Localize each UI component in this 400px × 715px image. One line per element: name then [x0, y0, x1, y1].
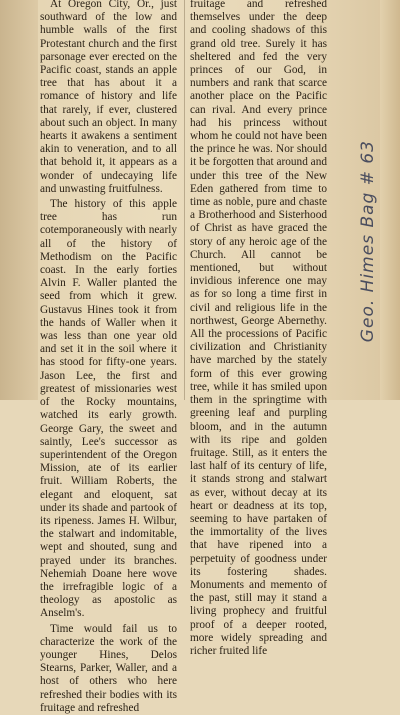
paragraph: fruitage and refreshed themselves under the deep and cooling shadows of this grand old tree. Surely it has sheltered and fed the very princes of our God, in numbers and rank that scarce another place on the Pacific can rival. And every prince had his princess without whom he could not have been the prince he was. Nor should it be forgotten that around and under this tree of the New Eden gathered from time to time as noble, pure and chaste a Brotherhood and Sisterhood of Christ as have graced the story of any heroic age of the Church. All cannot be mentioned, but without invidious inference one may as for so long a time first in civil and religious life in the northwest, George Abernethy. All the processions of Pacific civilization and Christianity have marched by the stately form of this ever growing tree, while it has smiled upon them in the springtime with greening leaf and purpling bloom, and in the autumn with its ripe and golden fruitage. Still, as it enters the last half of its century of life, it stands strong and stalwart as ever, without decay at its heart or deadness at its top, seeming to have partaken of the immortality of the lives that have ripened into a perpetuity of goodness under its fostering shades. Monuments and memento of the past, still may it stand a living prophecy and fruitful proof of a deeper rooted, more widely spreading and richer fruited life [190, 0, 327, 657]
article-column-left [40, 0, 177, 714]
paragraph: Time would fail us to characterize the work of the younger Hines, Delos Stearns, Parker, Waller, and a host of others who here refreshed their bodies with its fruitage and refreshed [40, 622, 177, 714]
paragraph: At Oregon City, Or., just southward of the low and humble walls of the first Protestant church and the first parsonage ever erected on the Pacific coast, stands an apple tree that has about it a romance of history and life that rarely, if ever, clustered about such an object. In many hearts it awakens a sentiment akin to veneration, and to all that behold it, it appears as a wonder of undecaying life and unwasting fruitfulness. [40, 0, 177, 195]
handwritten-note-text: Geo. Himes Bag # 63 [358, 140, 378, 343]
paragraph: The history of this apple tree has run cotemporaneously with nearly all of the history of Methodism on the Pacific coast. In the early forties Alvin F. Waller planted the seed from which it grew. Gustavus Hines took it from the hands of Waller when it was less than one year old and set it in the soil where it has stood for fifty-one years. Jason Lee, the first and greatest of missionaries west of the Rocky mountains, watched its early growth. George Gary, the sweet and saintly, Lee's successor as superintendent of the Oregon Mission, ate of its earlier fruit. William Roberts, the elegant and eloquent, sat under its shade and partook of its ripeness. James H. Wilbur, the stalwart and indomitable, wept and shouted, sung and prayed under its branches. Nehemiah Doane here wove the irrefragible logic of a theology as apostolic as Anselm's. [40, 198, 177, 620]
handwritten-note-right [350, 140, 390, 400]
column-rule [184, 0, 185, 400]
article-column-right [190, 0, 327, 657]
left-margin [0, 0, 38, 400]
article-clipping [40, 0, 360, 714]
